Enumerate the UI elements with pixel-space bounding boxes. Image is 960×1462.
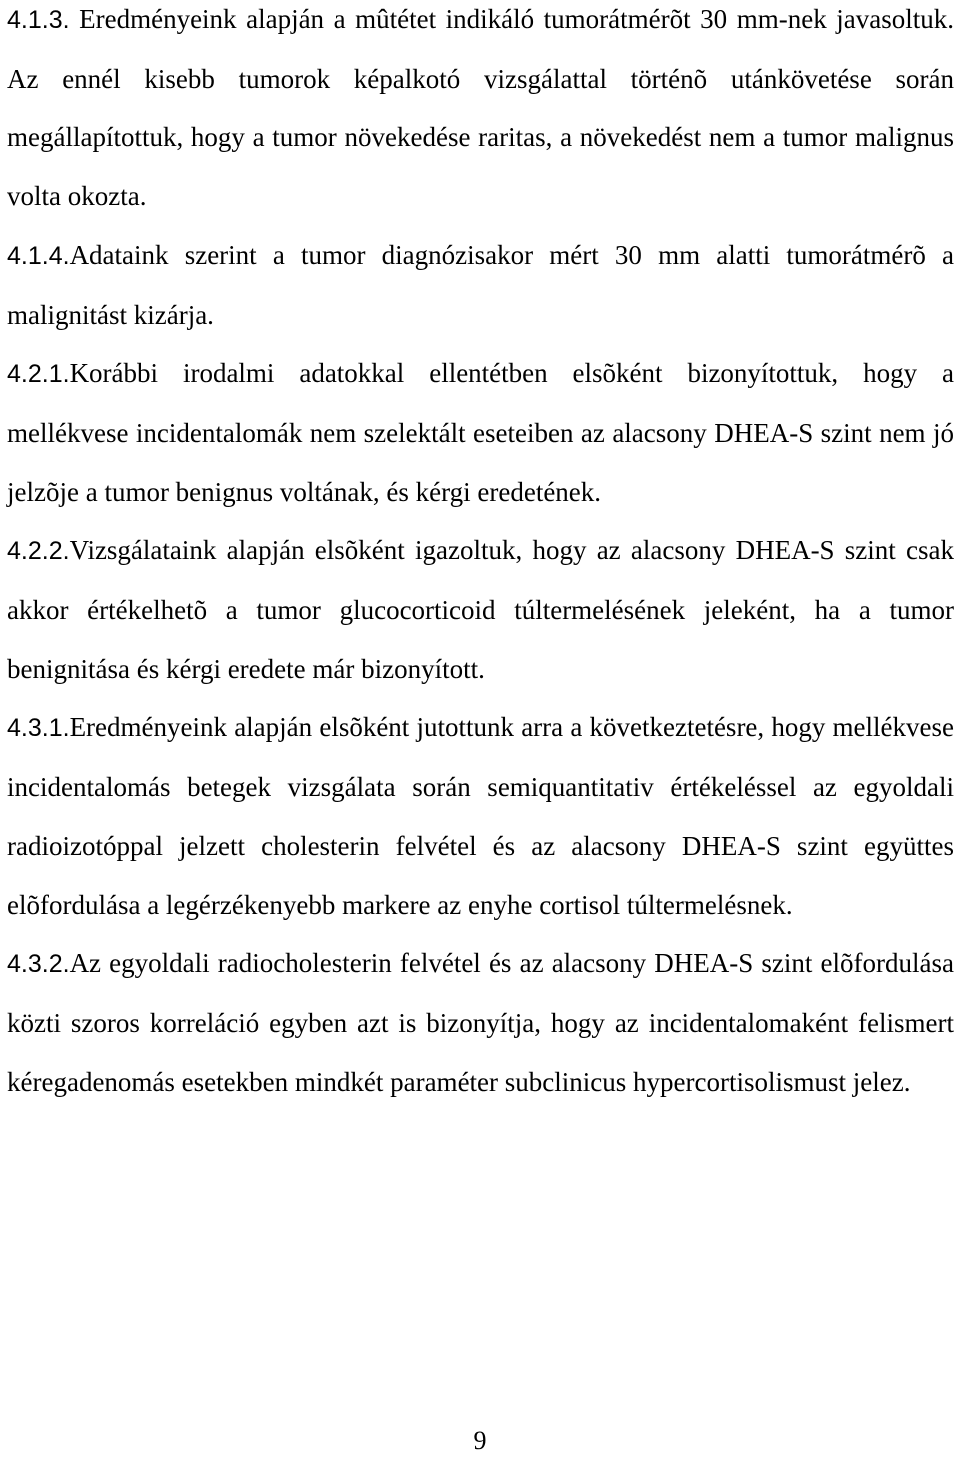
paragraph-text: Eredményeink alapján a mûtétet indikáló tumorátmérõt 30 mm-nek javasoltuk. Az ennél kisebb tumorok képalkotó vizsgálattal történõ utánkövetése során megállapítottuk, hogy a tumor növekedése raritas, a növekedést nem a tumor malignus volta okozta. — [7, 4, 954, 212]
paragraph-4-3-1 — [7, 698, 954, 934]
section-number: 4.3.2. — [7, 950, 70, 979]
document-body — [7, 0, 954, 1111]
paragraph-4-1-4 — [7, 226, 954, 344]
section-number: 4.2.2. — [7, 537, 70, 566]
section-number: 4.1.4. — [7, 241, 70, 270]
section-number: 4.1.3. — [7, 6, 70, 34]
paragraph-4-1-3 — [7, 0, 954, 226]
section-number: 4.3.1. — [7, 714, 70, 743]
paragraph-text: Adataink szerint a tumor diagnózisakor mért 30 mm alatti tumorátmérõ a malignitást kizárja. — [7, 239, 954, 330]
paragraph-text: Vizsgálataink alapján elsõként igazoltuk, hogy az alacsony DHEA-S szint csak akkor értékelhetõ a tumor glucocorticoid túltermelésének jeleként, ha a tumor benignitása és kérgi eredete már bizonyított. — [7, 535, 954, 684]
section-number: 4.2.1. — [7, 360, 70, 389]
paragraph-text: Az egyoldali radiocholesterin felvétel és az alacsony DHEA-S szint elõfordulása közti szoros korreláció egyben azt is bizonyítja, hogy az incidentalomaként felismert kéregadenomás esetekben mindkét paraméter subclinicus hypercortisolismust jelez. — [7, 948, 954, 1097]
paragraph-text: Korábbi irodalmi adatokkal ellentétben elsõként bizonyítottuk, hogy a mellékvese incidentalomák nem szelektált eseteiben az alacsony DHEA-S szint nem jó jelzõje a tumor benignus voltának, és kérgi eredetének. — [7, 358, 954, 507]
paragraph-4-2-2 — [7, 521, 954, 698]
paragraph-text: Eredményeink alapján elsõként jutottunk arra a következtetésre, hogy mellékvese incidentalomás betegek vizsgálata során semiquantitativ értékeléssel az egyoldali radioizotóppal jelzett cholesterin felvétel és az alacsony DHEA-S szint együttes elõfordulása a legérzékenyebb markere az enyhe cortisol túltermelésnek. — [7, 712, 954, 920]
paragraph-4-3-2 — [7, 934, 954, 1111]
page-number: 9 — [473, 1426, 487, 1455]
paragraph-4-2-1 — [7, 344, 954, 521]
